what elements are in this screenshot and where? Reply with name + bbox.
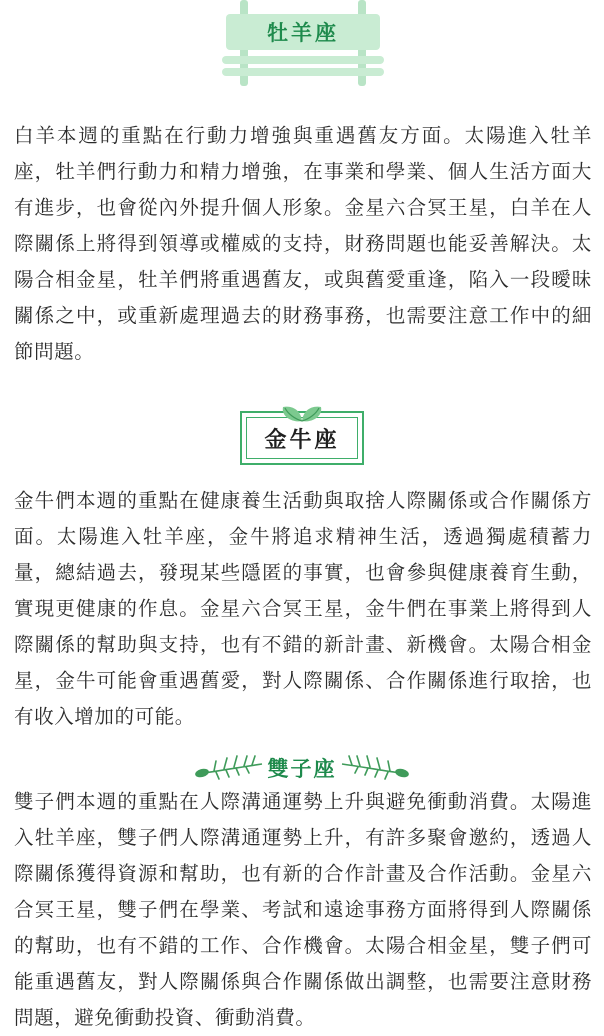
vine-header bbox=[180, 750, 424, 786]
signboard-rail bbox=[222, 68, 384, 76]
aries-description: 白羊本週的重點在行動力增強與重遇舊友方面。太陽進入牡羊座，牡羊們行動力和精力增強，在事業和學業、個人生活方面大有進步，也會從內外提升個人形象。金星六合冥王星，白羊在人際關係上將得到領導或權威的支持，財務問題也能妥善解決。太陽合相金星，牡羊們將重遇舊友，或與舊愛重逢，陷入一段曖昧關係之中，或重新處理過去的財務事務，也需要注意工作中的細節問題。 bbox=[14, 124, 592, 363]
signboard-header bbox=[222, 0, 384, 86]
signboard-rail bbox=[222, 56, 384, 64]
vine-right-icon bbox=[340, 752, 410, 782]
aries-title: 牡羊座 bbox=[226, 14, 380, 50]
taurus-title: 金牛座 bbox=[246, 417, 358, 459]
taurus-description: 金牛們本週的重點在健康養生活動與取捨人際關係或合作關係方面。太陽進入牡羊座，金牛將追求精神生活，透過獨處積蓄力量，總結過去，發現某些隱匿的事實，也會參與健康養育生動，實現更健康的作息。金星六合冥王星，金牛們在事業上將得到人際關係的幫助與支持，也有不錯的新計畫、新機會。太陽合相金星，金牛可能會重遇舊愛，對人際關係、合作關係進行取捨，也有收入增加的可能。 bbox=[14, 489, 592, 728]
gemini-title: 雙子座 bbox=[267, 757, 337, 781]
vine-left-icon bbox=[194, 752, 264, 782]
gemini-description: 雙子們本週的重點在人際溝通運勢上升與避免衝動消費。太陽進入牡羊座，雙子們人際溝通運勢上升，有許多聚會邀約，透過人際關係獲得資源和幫助，也有新的合作計畫及合作活動。金星六合冥王星，雙子們在學業、考試和遠途事務方面將得到人際關係的幫助，也有不錯的工作、合作機會。太陽合相金星，雙子們可能重遇舊友，對人際關係與合作關係做出調整，也需要注意財務問題，避免衝動投資、衝動消費。 bbox=[14, 790, 592, 1029]
sprout-icon bbox=[279, 401, 325, 423]
